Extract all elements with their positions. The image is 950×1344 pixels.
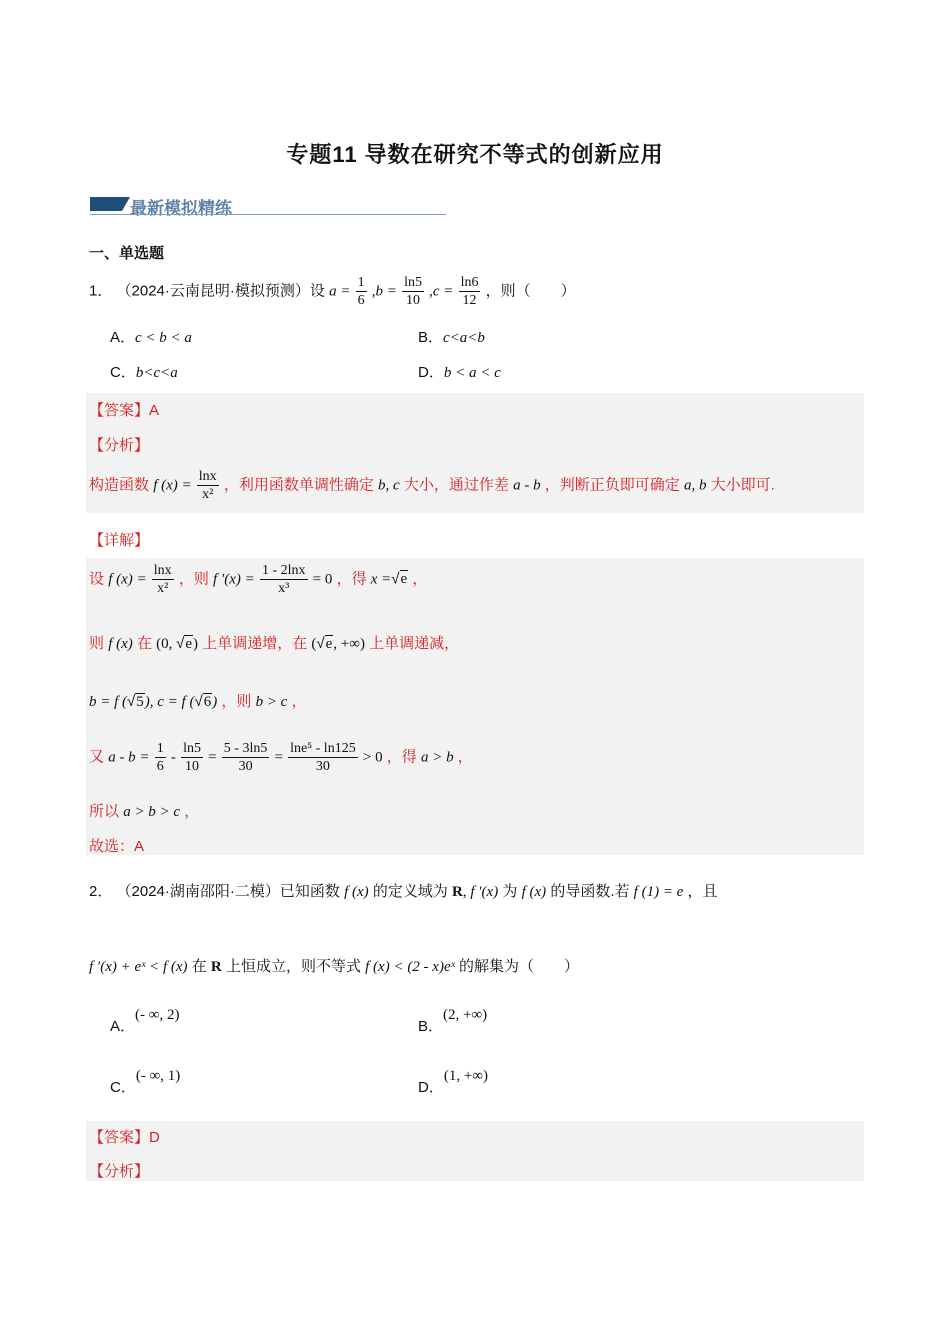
question-number: 2． xyxy=(89,883,113,900)
fraction-lnx-x2: $\frac{\ln x}{\text{x²}}$ xyxy=(198,469,217,502)
banner-underline xyxy=(90,214,446,215)
fraction-b: $\frac{\ln 5}{10}$ xyxy=(404,275,422,308)
q2-option-a[interactable]: A．(- ∞, 2) xyxy=(110,1007,180,1035)
q1-option-a[interactable]: A．c < b < a xyxy=(110,329,192,346)
fraction-c: $\frac{\ln 6}{12}$ xyxy=(460,275,479,308)
q1-analysis-tag: 【分析】 xyxy=(89,437,150,454)
q1-answer: 【答案】A xyxy=(89,402,160,419)
question-tail: ，则（ ） xyxy=(485,282,576,300)
detail-line-6: 故选：A xyxy=(89,838,145,855)
page-title: 专题11 导数在研究不等式的创新应用 xyxy=(286,142,664,167)
q1-option-b[interactable]: B．c<a<b xyxy=(418,329,485,346)
question-1-stem xyxy=(89,274,576,309)
banner-bar-decoration xyxy=(90,197,122,211)
section-heading: 一、单选题 xyxy=(89,245,165,262)
detail-line-2: 则 f (x) 在 (0, √e) 上单调递增，在 (√e, +∞) 上单调递减， xyxy=(89,635,460,652)
section-banner xyxy=(90,194,446,216)
q1-detail-tag: 【详解】 xyxy=(89,532,150,549)
q2-analysis-tag: 【分析】 xyxy=(89,1163,150,1180)
question-2-stem-line-1: 2． （2024·湖南邵阳·二模）已知函数 f (x) 的定义域为 R, f ′(x) 为 f (x) 的导函数.若 f (1) = e ，且 xyxy=(89,883,718,900)
question-source: （2024·云南昆明·模拟预测）设 xyxy=(116,282,325,300)
q1-analysis-text: 构造函数 f (x) = $\frac{\ln x}{\text{x²}}$ ，利用函数单调性确定 b, c 大小，通过作差 a - b ，判断正负即可确定 a, b 大小即可. xyxy=(89,469,775,502)
var-b: ,b = xyxy=(371,283,397,300)
q1-option-c[interactable]: C．b<c<a xyxy=(110,364,178,381)
q2-option-c[interactable]: C．(- ∞, 1) xyxy=(110,1068,181,1096)
var-a: a = xyxy=(329,283,351,300)
question-2-stem-line-2: f ′(x) + eˣ < f (x) 在 R 上恒成立，则不等式 f (x) < (2 - x)eˣ 的解集为（ ） xyxy=(89,958,580,975)
detail-line-1: 设 f (x) = $\frac{\ln x}{\text{x²}}$ ，则 f ′(x) = $\frac{1 - 2\ln x}{\text{x³}}$ = 0 ，得 x =√e ， xyxy=(89,563,428,596)
q2-answer-analysis-box xyxy=(86,1121,864,1181)
detail-line-3: b = f (√5), c = f (√6) ，则 b > c ， xyxy=(89,693,307,710)
q2-answer: 【答案】D xyxy=(89,1129,160,1146)
detail-line-4: 又 a - b = $\frac{1}{6}$ - $\frac{\ln 5}{10}$ = $\frac{5 - 3\ln 5}{30}$ = $\frac{\text{lne⁵ - ln125}}{30}$ > 0 ，得 a > b ， xyxy=(89,741,473,774)
banner-arrow-decoration xyxy=(122,197,130,211)
q1-option-d[interactable]: D．b < a < c xyxy=(418,364,501,381)
fraction-a: $\frac{1}{6}$ xyxy=(357,275,365,308)
var-c: ,c = xyxy=(429,283,454,300)
banner-title: 最新模拟精练 xyxy=(130,199,232,218)
detail-line-5: 所以 a > b > c ， xyxy=(89,803,200,820)
q2-option-b[interactable]: B．(2, +∞) xyxy=(418,1007,488,1035)
q2-option-d[interactable]: D．(1, +∞) xyxy=(418,1068,488,1096)
question-number: 1． xyxy=(89,282,113,300)
